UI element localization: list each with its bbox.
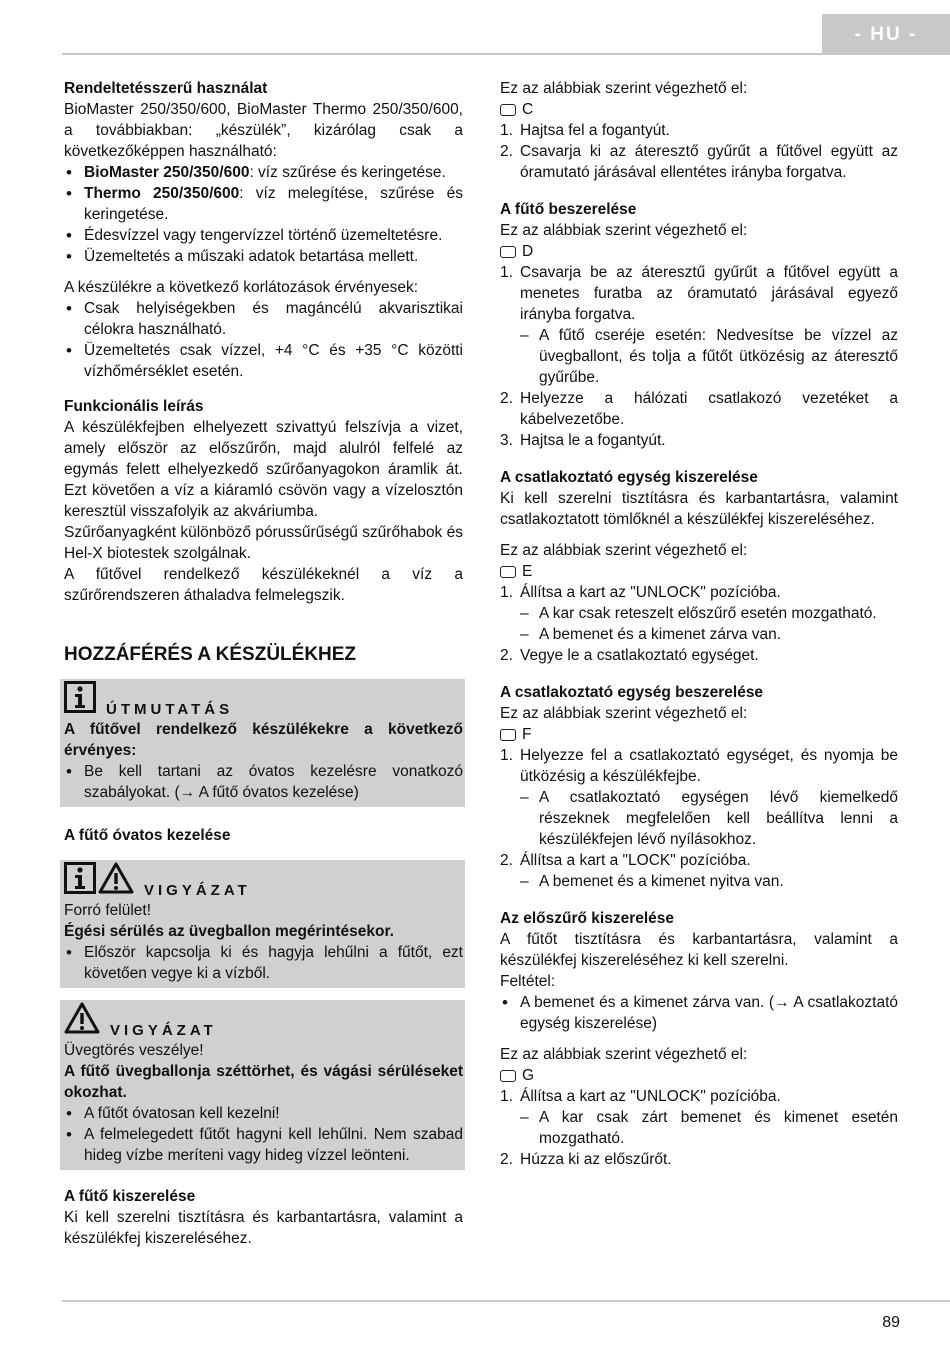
list-item: • Thermo 250/350/600: víz melegítése, szűrése és keringetése. bbox=[64, 183, 463, 225]
list-item: • A felmelegedett fűtőt hagyni kell lehűlni. Nem szabad hideg vízbe meríteni vagy hideg vízzel leönteni. bbox=[64, 1124, 463, 1166]
list-item: 2. Húzza ki az előszűrőt. bbox=[500, 1151, 672, 1168]
warning-icon bbox=[98, 862, 134, 900]
steps-d bbox=[500, 262, 898, 451]
heading-careful-handling: A fűtő óvatos kezelése bbox=[64, 827, 231, 844]
sub-item: – A kar csak zárt bemenet és kimenet esetén mozgatható. bbox=[520, 1107, 898, 1149]
list-item: 1. Állítsa a kart az "UNLOCK" pozícióba. – A kar csak zárt bemenet és kimenet esetén mozgatható. bbox=[500, 1086, 898, 1149]
heading-heater-install: A fűtő beszerelése bbox=[500, 201, 637, 218]
footer-rule bbox=[62, 1300, 950, 1302]
list-item: 2. Állítsa a kart a "LOCK" pozícióba. – A bemenet és a kimenet nyitva van. bbox=[500, 850, 898, 892]
header-rule bbox=[62, 53, 950, 55]
list-item: • A bemenet és a kimenet zárva van. (→ A csatlakoztató egység kiszerelése) bbox=[500, 992, 898, 1034]
intended-use-text: BioMaster 250/350/600, BioMaster Thermo 250/350/600, a továbbiakban: „készülék”, kizárólag csak a következőképpen használható: bbox=[64, 101, 463, 160]
list-item: • Üzemeltetés csak vízzel, +4 °C és +35 °C közötti vízhőmérséklet esetén. bbox=[64, 340, 463, 382]
caution-title: VIGYÁZAT bbox=[110, 1022, 217, 1039]
list-item: 1. Állítsa a kart az "UNLOCK" pozícióba. – A kar csak reteszelt előszűrő esetén mozgatható. – A bemenet és a kimenet zárva van. bbox=[500, 582, 898, 645]
section-title: HOZZÁFÉRÉS A KÉSZÜLÉKHEZ bbox=[64, 644, 357, 665]
heater-remove-text: Ki kell szerelni tisztításra és karbantartásra, valamint a készülékfej kiszereléséhez. bbox=[64, 1209, 463, 1247]
connector-remove-text: Ki kell szerelni tisztításra és karbantartásra, valamint csatlakoztatott tömlőknél a készülékfej kiszereléséhez. bbox=[500, 490, 898, 528]
proceed-text: Ez az alábbiak szerint végezhető el: bbox=[500, 1046, 748, 1063]
step-label-g: G bbox=[500, 1065, 898, 1086]
list-item: 3. Hajtsa le a fogantyút. bbox=[500, 432, 666, 449]
heading-prefilter-remove: Az előszűrő kiszerelése bbox=[500, 910, 675, 927]
restrictions-list bbox=[64, 298, 463, 382]
note-box bbox=[60, 679, 465, 807]
function-para: A fűtővel rendelkező készülékeknél a víz a szűrőrendszeren áthaladva felmelegszik. bbox=[64, 566, 463, 604]
proceed-text: Ez az alábbiak szerint végezhető el: bbox=[500, 80, 748, 97]
sub-item: – A csatlakoztató egységen lévő kiemelkedő részeknek megfelelően kell beállítva lenni a készülékfejen lévő nyílásokhoz. bbox=[520, 787, 898, 850]
heading-intended-use: Rendeltetésszerű használat bbox=[64, 80, 268, 97]
step-label-c: C bbox=[500, 99, 898, 120]
warning-icon bbox=[64, 1002, 100, 1040]
caution-line: Üvegtörés veszélye! bbox=[64, 1042, 204, 1059]
list-item: 1. Hajtsa fel a fogantyút. bbox=[500, 122, 670, 139]
image-ref-icon bbox=[500, 104, 516, 116]
heading-heater-remove: A fűtő kiszerelése bbox=[64, 1188, 196, 1205]
heading-function: Funkcionális leírás bbox=[64, 398, 204, 415]
caution-box-hot bbox=[60, 860, 465, 988]
heading-connector-remove: A csatlakoztató egység kiszerelése bbox=[500, 469, 758, 486]
image-ref-icon bbox=[500, 566, 516, 578]
left-column bbox=[64, 78, 463, 1249]
uses-list bbox=[64, 162, 463, 267]
list-item: 2. Csavarja ki az áteresztő gyűrűt a fűtővel együtt az óramutató járásával ellentétes irányba forgatva. bbox=[500, 143, 898, 181]
info-icon bbox=[64, 862, 96, 900]
sub-item: – A fűtő cseréje esetén: Nedvesítse be vízzel az üvegballont, és tolja a fűtőt ütközésig az áteresztő gyűrűbe. bbox=[520, 325, 898, 388]
language-tab: - HU - bbox=[822, 14, 950, 54]
step-label-e: E bbox=[500, 561, 898, 582]
steps-f bbox=[500, 745, 898, 892]
image-ref-icon bbox=[500, 729, 516, 741]
list-item: • Csak helyiségekben és magáncélú akvarisztikai célokra használható. bbox=[64, 298, 463, 340]
sub-item: – A bemenet és a kimenet zárva van. bbox=[520, 624, 898, 645]
caution-bold: A fűtő üvegballonja széttörhet, és vágási sérüléseket okozhat. bbox=[64, 1063, 463, 1101]
restrictions-intro: A készülékre a következő korlátozások érvényesek: bbox=[64, 279, 419, 296]
list-item: 1. Helyezze fel a csatlakoztató egységet, és nyomja be ütközésig a készülékfejbe. – A csatlakoztató egységen lévő kiemelkedő részeknek megfelelően kell beállítva lenni a készülékfejen lévő nyílásokhoz. bbox=[500, 745, 898, 850]
list-item: • Édesvízzel vagy tengervízzel történő üzemeltetésre. bbox=[64, 225, 463, 246]
list-item: 2. Vegye le a csatlakoztató egységet. bbox=[500, 647, 759, 664]
step-label-f: F bbox=[500, 724, 898, 745]
note-bold: A fűtővel rendelkező készülékekre a következő érvényes: bbox=[64, 721, 463, 759]
list-item: • A fűtőt óvatosan kell kezelni! bbox=[64, 1103, 463, 1124]
info-icon bbox=[64, 681, 96, 719]
list-item: 1. Csavarja be az áteresztű gyűrűt a fűtővel együtt a menetes furatba az óramutató járásával egyező irányba forgatva. – A fűtő cseréje esetén: Nedvesítse be vízzel az üvegballont, és tolja a fűtőt ütközésig az áteresztő gyűrűbe. bbox=[500, 262, 898, 388]
step-label-d: D bbox=[500, 241, 898, 262]
sub-item: – A bemenet és a kimenet nyitva van. bbox=[520, 871, 898, 892]
proceed-text: Ez az alábbiak szerint végezhető el: bbox=[500, 542, 748, 559]
image-ref-icon bbox=[500, 246, 516, 258]
prefilter-text: A fűtőt tisztításra és karbantartásra, valamint a készülékfej kiszereléséhez ki kell szerelni. bbox=[500, 931, 898, 969]
list-item: • BioMaster 250/350/600: víz szűrése és keringetése. bbox=[64, 162, 463, 183]
note-title: ÚTMUTATÁS bbox=[106, 701, 234, 718]
caution-line: Forró felület! bbox=[64, 902, 152, 919]
steps-g bbox=[500, 1086, 898, 1170]
list-item: • Először kapcsolja ki és hagyja lehűlni a fűtőt, ezt követően vegye ki a vízből. bbox=[64, 942, 463, 984]
steps-c bbox=[500, 120, 898, 183]
right-column bbox=[500, 78, 898, 1170]
function-para: A készülékfejben elhelyezett szivattyú felszívja a vizet, amely először az előszűrőn, majd alulról felfelé az egymás felett elhelyezkedő szűrőanyagokon áramlik át. Ezt követően a víz a kiáramló csövön vagy a vízelosztón keresztül visszafolyik az akváriumba. bbox=[64, 419, 463, 520]
caution-bold: Égési sérülés az üvegballon megérintésekor. bbox=[64, 923, 394, 940]
page-number: 89 bbox=[882, 1314, 900, 1331]
list-item: 2. Helyezze a hálózati csatlakozó vezetéket a kábelvezetőbe. bbox=[500, 390, 898, 428]
sub-item: – A kar csak reteszelt előszűrő esetén mozgatható. bbox=[520, 603, 898, 624]
list-item: • Be kell tartani az óvatos kezelésre vonatkozó szabályokat. (→ A fűtő óvatos kezelése) bbox=[64, 761, 463, 803]
steps-e bbox=[500, 582, 898, 666]
function-para: Szűrőanyagként különböző pórussűrűségű szűrőhabok és Hel-X biotestek szolgálnak. bbox=[64, 524, 463, 562]
condition-label: Feltétel: bbox=[500, 973, 556, 990]
heading-connector-install: A csatlakoztató egység beszerelése bbox=[500, 684, 764, 701]
proceed-text: Ez az alábbiak szerint végezhető el: bbox=[500, 222, 748, 239]
image-ref-icon bbox=[500, 1070, 516, 1082]
caution-box-glass bbox=[60, 1000, 465, 1170]
proceed-text: Ez az alábbiak szerint végezhető el: bbox=[500, 705, 748, 722]
list-item: • Üzemeltetés a műszaki adatok betartása mellett. bbox=[64, 246, 463, 267]
caution-title: VIGYÁZAT bbox=[144, 882, 251, 899]
